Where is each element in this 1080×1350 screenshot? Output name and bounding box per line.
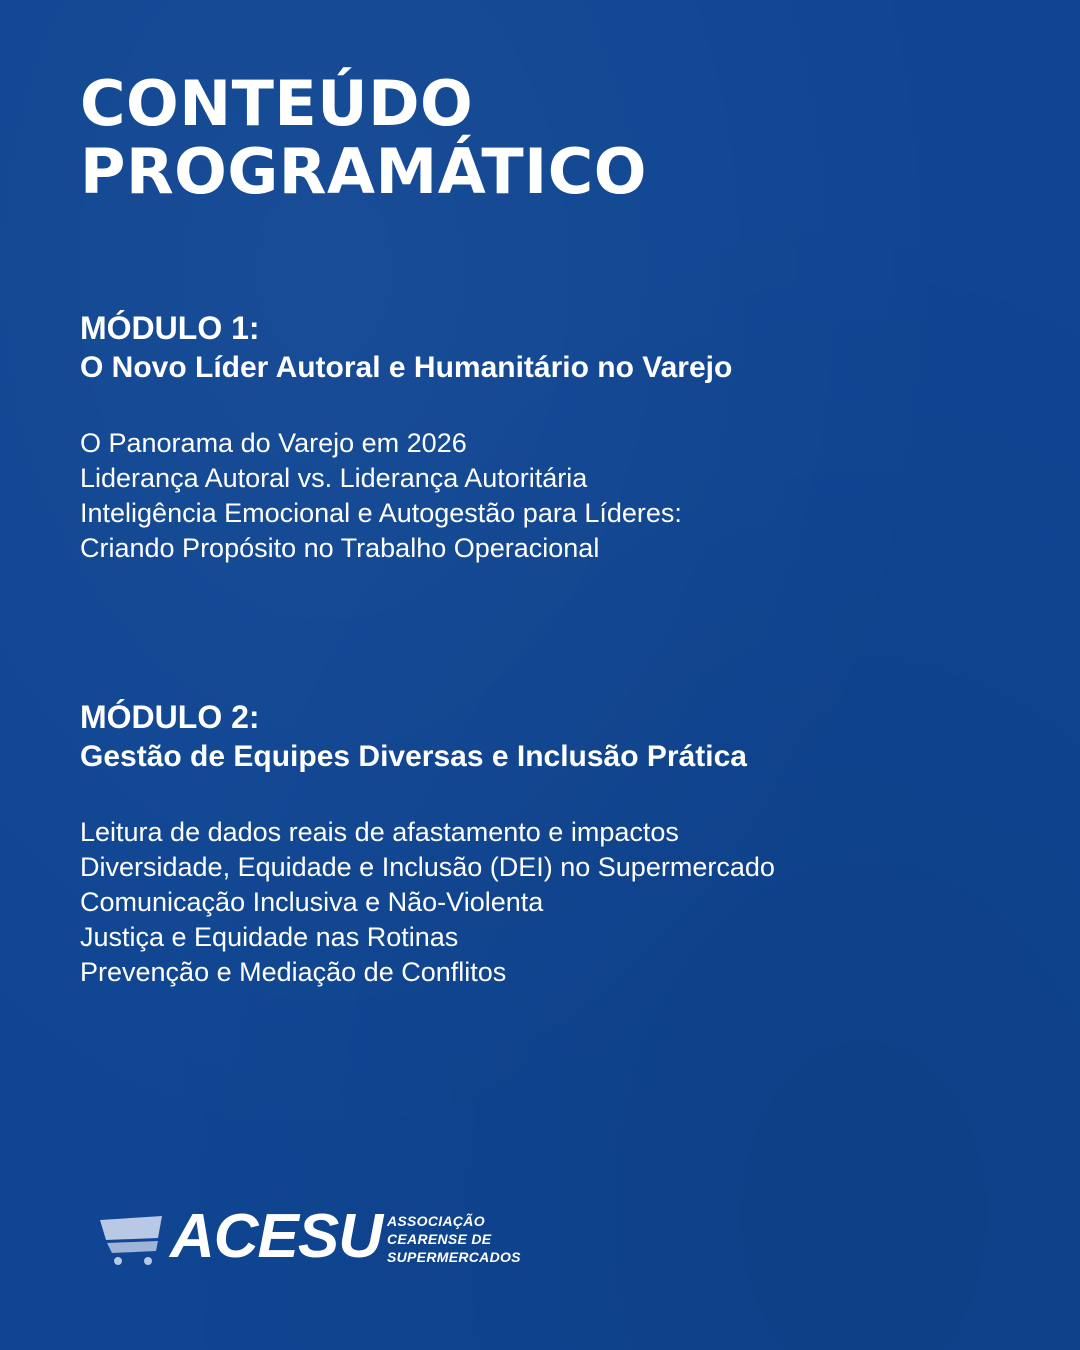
logo-tagline — [387, 1212, 521, 1266]
logo-tagline-line-2: CEARENSE DE — [387, 1231, 492, 1247]
logo-tagline-line-1: ASSOCIAÇÃO — [387, 1213, 485, 1229]
module-2-topic: Justiça e Equidade nas Rotinas — [80, 922, 459, 952]
module-2-topic-list — [80, 815, 775, 990]
module-1-topic-list — [80, 426, 732, 566]
module-1 — [80, 308, 732, 566]
shopping-cart-icon — [98, 1214, 168, 1266]
module-2-topic: Comunicação Inclusiva e Não-Violenta — [80, 887, 544, 917]
logo-tagline-line-3: SUPERMERCADOS — [387, 1249, 521, 1265]
logo-wordmark: ACESU — [170, 1202, 383, 1271]
module-2-topic: Leitura de dados reais de afastamento e impactos — [80, 817, 679, 847]
module-1-label: MÓDULO 1: — [80, 310, 260, 346]
acesu-logo — [98, 1202, 528, 1272]
module-1-topic: Inteligência Emocional e Autogestão para Líderes: — [80, 498, 682, 528]
page-title-line-1: CONTEÚDO — [80, 67, 474, 140]
module-2-label: MÓDULO 2: — [80, 699, 260, 735]
module-2-subtitle: Gestão de Equipes Diversas e Inclusão Prática — [80, 740, 747, 773]
module-2-topic: Diversidade, Equidade e Inclusão (DEI) no Supermercado — [80, 852, 775, 882]
module-2 — [80, 697, 775, 990]
module-2-topic: Prevenção e Mediação de Conflitos — [80, 957, 507, 987]
page-title — [80, 67, 647, 208]
module-1-subtitle: O Novo Líder Autoral e Humanitário no Varejo — [80, 351, 733, 384]
module-1-topic: O Panorama do Varejo em 2026 — [80, 428, 467, 458]
module-1-topic: Liderança Autoral vs. Liderança Autoritária — [80, 463, 588, 493]
module-1-topic: Criando Propósito no Trabalho Operacional — [80, 533, 600, 563]
page-title-line-2: PROGRAMÁTICO — [80, 135, 647, 208]
